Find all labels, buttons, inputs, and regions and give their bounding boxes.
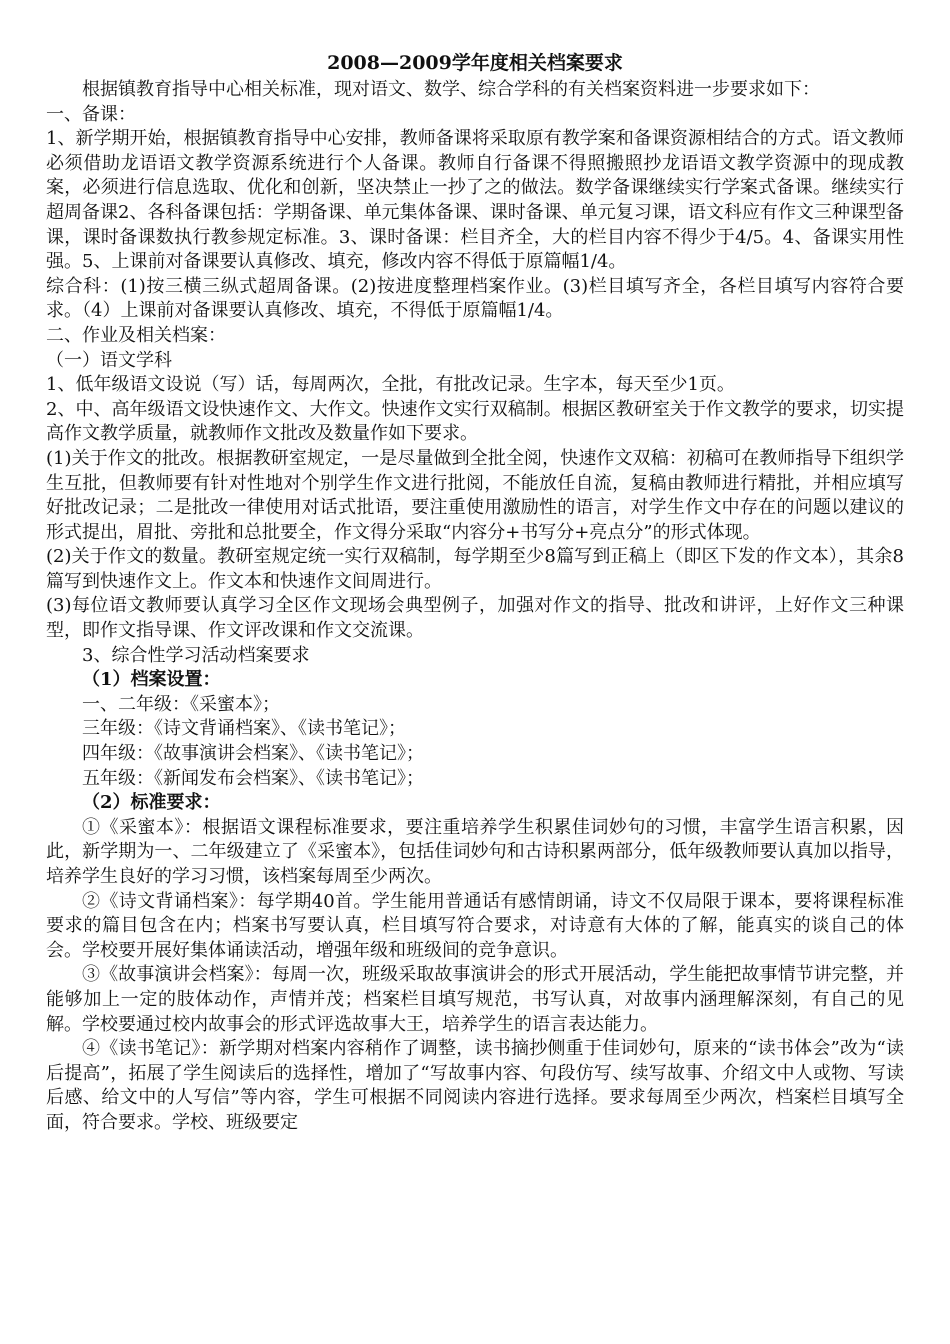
subheading-archive-setup: （1）档案设置： [82, 669, 221, 691]
subheading-standards: （2）标准要求： [82, 792, 221, 814]
setup-item: 四年级：《故事演讲会档案》、《读书笔记》； [82, 743, 424, 765]
setup-item: 三年级：《诗文背诵档案》、《读书笔记》； [82, 718, 406, 740]
paragraph-homework-1: 1、低年级语文设说（写）话，每周两次，全批，有批改记录。生字本，每天至少1页。 [46, 374, 735, 396]
paragraph-activity-requirements: 3、综合性学习活动档案要求 [82, 644, 310, 666]
standard-item: ②《诗文背诵档案》：每学期40首。学生能用普通话有感情朗诵，诗文不仅局限于课本，要将课程标准要求的篇目包含在内；档案书写要认真，栏目填写符合要求，对诗意有大体的了解，能真实的谈自己的体会。学校要开展好集体诵读活动，增强年级和班级间的竞争意识。 [46, 890, 904, 961]
paragraph-homework-5: (3)每位语文教师要认真学习全区作文现场会典型例子，加强对作文的指导、批改和讲评，上好作文三种课型，即作文指导课、作文评改课和作文交流课。 [46, 595, 904, 642]
paragraph-preparation-1: 1、新学期开始，根据镇教育指导中心安排，教师备课将采取原有教学案和备课资源相结合的方式。语文教师必须借助龙语语文教学资源系统进行个人备课。教师自行备课不得照搬照抄龙语语文教学资源中的现成教案，必须进行信息选取、优化和创新，坚决禁止一抄了之的做法。数学备课继续实行学案式备课。继续实行超周备课2、各科备课包括：学期备课、单元集体备课、课时备课、单元复习课，语文科应有作文三种课型备课，课时备课数执行教参规定标准。3、课时备课：栏目齐全，大的栏目内容不得少于4/5。4、备课实用性强。5、上课前对备课要认真修改、填充，修改内容不得低于原篇幅1/4。 [46, 128, 904, 273]
standard-item: ④《读书笔记》：新学期对档案内容稍作了调整，读书摘抄侧重于佳词妙句，原来的“读书体会”改为“读后提高”，拓展了学生阅读后的选择性，增加了“写故事内容、句段仿写、续写故事、介绍文中人或物、写读后感、给文中的人写信”等内容，学生可根据不同阅读内容进行选择。要求每周至少两次，档案栏目填写全面，符合要求。学校、班级要定 [46, 1038, 904, 1133]
setup-item: 一、二年级：《采蜜本》； [82, 693, 280, 715]
paragraph-homework-4: (2)关于作文的数量。教研室规定统一实行双稿制，每学期至少8篇写到正稿上（即区下发的作文本），其余8篇写到快速作文上。作文本和快速作文间周进行。 [46, 546, 904, 592]
section-heading-preparation: 一、备课： [46, 103, 136, 125]
paragraph-preparation-2: 综合科：(1)按三横三纵式超周备课。(2)按进度整理档案作业。(3)栏目填写齐全，各栏目填写内容符合要求。（4）上课前对备课要认真修改、填充，不得低于原篇幅1/4。 [46, 275, 904, 322]
document-title: 2008—2009学年度相关档案要求 [327, 52, 623, 74]
intro-paragraph: 根据镇教育指导中心相关标准，现对语文、数学、综合学科的有关档案资料进一步要求如下： [82, 79, 820, 100]
paragraph-homework-2: 2、中、高年级语文设快速作文、大作文。快速作文实行双稿制。根据区教研室关于作文教学的要求，切实提高作文教学质量，就教师作文批改及数量作如下要求。 [46, 398, 904, 445]
paragraph-homework-3: (1)关于作文的批改。根据教研室规定，一是尽量做到全批全阅，快速作文双稿：初稿可在教师指导下组织学生互批，但教师要有针对性地对个别学生作文进行批阅，不能放任自流，复稿由教师进行精批，并相应填写好批改记录；二是批改一律使用对话式批语，要注重使用激励性的语言，对学生作文中存在的问题以建议的形式提出，眉批、旁批和总批要全，作文得分采取“内容分+书写分+亮点分”的形式体现。 [46, 447, 904, 543]
setup-item: 五年级：《新闻发布会档案》、《读书笔记》； [82, 767, 424, 789]
standard-item: ③《故事演讲会档案》：每周一次，班级采取故事演讲会的形式开展活动，学生能把故事情节讲完整，并能够加上一定的肢体动作，声情并茂；档案栏目填写规范，书写认真，对故事内涵理解深刻，有自己的见解。学校要通过校内故事会的形式评选故事大王，培养学生的语言表达能力。 [46, 964, 904, 1035]
subheading-chinese: （一）语文学科 [46, 349, 172, 371]
standard-item: ①《采蜜本》：根据语文课程标准要求，要注重培养学生积累佳词妙句的习惯，丰富学生语言积累，因此，新学期为一、二年级建立了《采蜜本》，包括佳词妙句和古诗积累两部分，低年级教师要认真加以指导，培养学生良好的学习习惯，该档案每周至少两次。 [46, 816, 904, 887]
section-heading-homework: 二、作业及相关档案： [46, 324, 226, 346]
